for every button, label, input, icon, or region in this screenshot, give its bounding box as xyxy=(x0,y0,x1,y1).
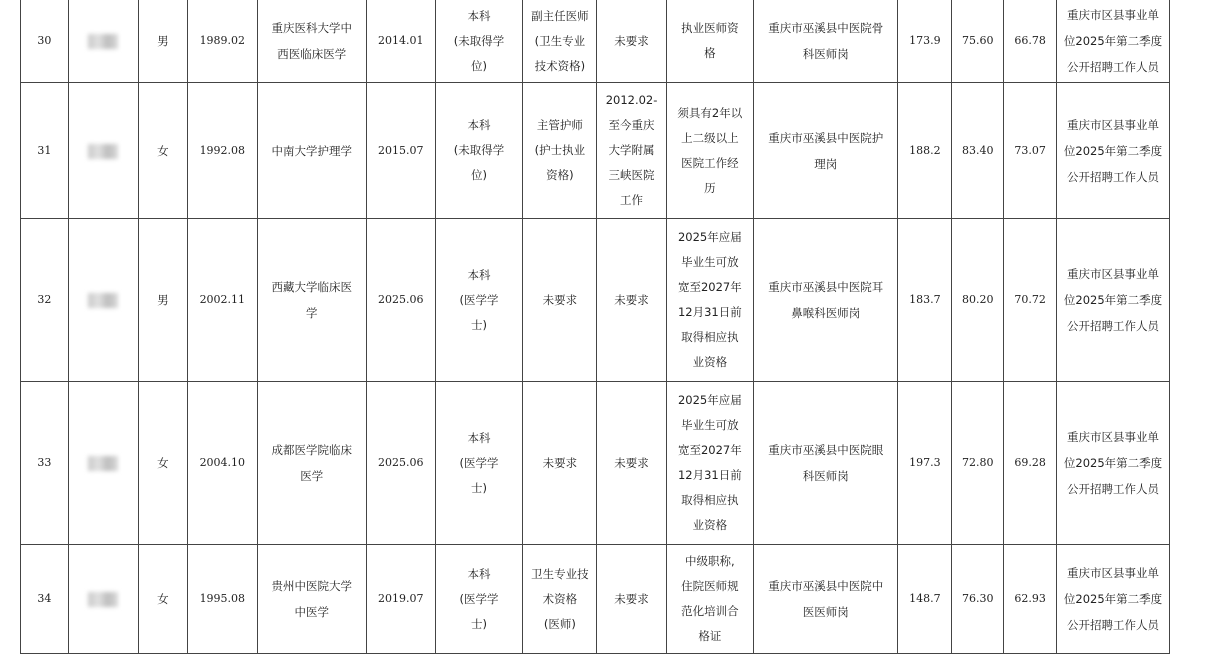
written-score-cell: 173.9 xyxy=(898,0,952,83)
birth-date-cell: 1989.02 xyxy=(187,0,257,83)
position-requirement-cell-line: 执业医师资 xyxy=(681,21,739,35)
position-requirement-cell-line: 2025年应届 xyxy=(677,230,742,244)
degree-cell-line: 本科 xyxy=(467,430,491,445)
professional-title-cell xyxy=(523,545,597,654)
position-requirement-cell xyxy=(666,83,753,219)
professional-title-cell-line: (护士执业 xyxy=(534,143,586,157)
redacted-name xyxy=(88,34,118,49)
redacted-name xyxy=(88,293,118,308)
degree-cell-line: (医学学 xyxy=(459,292,499,307)
row-number-cell: 33 xyxy=(21,382,69,545)
degree-cell-line: 本科 xyxy=(467,118,491,132)
work-experience-cell xyxy=(597,382,666,545)
written-score-cell: 188.2 xyxy=(898,83,952,219)
table-row xyxy=(21,545,1170,654)
school-major-cell: 西藏大学临床医学 xyxy=(257,219,366,382)
professional-title-cell-line: 卫生专业技 xyxy=(531,566,589,581)
birth-date-cell: 1995.08 xyxy=(187,545,257,654)
degree-cell-line: 本科 xyxy=(467,267,491,282)
professional-title-cell xyxy=(523,382,597,545)
interview-score-cell: 83.40 xyxy=(952,83,1004,219)
birth-date-cell: 2002.11 xyxy=(187,219,257,382)
position-requirement-cell-line: 业资格 xyxy=(692,355,728,369)
degree-cell-line: 士) xyxy=(471,480,488,495)
birth-date-cell: 2004.10 xyxy=(187,382,257,545)
position-requirement-cell-line: 须具有2年以 xyxy=(677,105,743,120)
position-requirement-cell-line: 取得相应执 xyxy=(681,330,739,344)
position-requirement-cell-line: 宽至2027年 xyxy=(677,280,742,294)
table-row xyxy=(21,219,1170,382)
written-score-cell: 183.7 xyxy=(898,219,952,382)
degree-cell xyxy=(435,382,522,545)
row-number-cell: 31 xyxy=(21,83,69,219)
recruitment-source-cell: 重庆市区县事业单位2025年第二季度公开招聘工作人员 xyxy=(1057,219,1170,382)
total-score-cell: 62.93 xyxy=(1004,545,1057,654)
position-requirement-cell-line: 12月31日前 xyxy=(677,468,742,482)
gender-cell: 女 xyxy=(138,545,187,654)
graduation-date-cell: 2025.06 xyxy=(366,219,435,382)
work-experience-cell-line: 至今重庆 xyxy=(608,118,655,132)
school-major-cell: 中南大学护理学 xyxy=(257,83,366,219)
degree-cell-line: (未取得学 xyxy=(453,143,505,157)
professional-title-cell-line: 未要求 xyxy=(542,292,578,307)
position-requirement-cell-line: 2025年应届 xyxy=(677,393,742,407)
name-cell xyxy=(68,545,138,654)
name-cell xyxy=(68,0,138,83)
gender-cell: 女 xyxy=(138,382,187,545)
redacted-name xyxy=(88,592,118,607)
gender-cell: 男 xyxy=(138,0,187,83)
position-requirement-cell xyxy=(666,382,753,545)
school-major-cell: 贵州中医院大学中医学 xyxy=(257,545,366,654)
degree-cell-line: 位) xyxy=(471,168,488,182)
professional-title-cell-line: 术资格 xyxy=(542,591,578,606)
professional-title-cell-line: (卫生专业 xyxy=(534,33,586,48)
position-requirement-cell-line: 毕业生可放 xyxy=(681,255,739,269)
position-requirement-cell xyxy=(666,219,753,382)
redacted-name xyxy=(88,144,118,159)
degree-cell xyxy=(435,545,522,654)
degree-cell-line: 位) xyxy=(471,58,488,73)
professional-title-cell-line: 未要求 xyxy=(542,455,578,470)
work-experience-cell-line: 未要求 xyxy=(614,455,649,470)
degree-cell-line: 本科 xyxy=(467,8,491,23)
name-cell xyxy=(68,382,138,545)
graduation-date-cell: 2014.01 xyxy=(366,0,435,83)
professional-title-cell-line: 技术资格) xyxy=(534,58,586,73)
professional-title-cell-line: 副主任医师 xyxy=(531,8,589,23)
degree-cell xyxy=(435,83,522,219)
results-table xyxy=(20,0,1170,654)
total-score-cell: 66.78 xyxy=(1004,0,1057,83)
interview-score-cell: 72.80 xyxy=(952,382,1004,545)
position-requirement-cell-line: 上二级以上 xyxy=(681,130,739,145)
work-experience-cell-line: 未要求 xyxy=(614,33,649,48)
work-experience-cell xyxy=(597,83,666,219)
row-number-cell: 34 xyxy=(21,545,69,654)
recruitment-source-cell: 重庆市区县事业单位2025年第二季度公开招聘工作人员 xyxy=(1057,382,1170,545)
professional-title-cell xyxy=(523,219,597,382)
total-score-cell: 70.72 xyxy=(1004,219,1057,382)
birth-date-cell: 1992.08 xyxy=(187,83,257,219)
work-experience-cell-line: 大学附属 xyxy=(608,143,655,157)
work-experience-cell-line: 三峡医院 xyxy=(608,168,655,182)
school-major-cell: 成都医学院临床医学 xyxy=(257,382,366,545)
professional-title-cell-line: 主管护师 xyxy=(536,118,583,132)
work-experience-cell xyxy=(597,0,666,83)
position-requirement-cell-line: 范化培训合 xyxy=(681,604,739,618)
row-number-cell: 30 xyxy=(21,0,69,83)
table-row xyxy=(21,83,1170,219)
position-requirement-cell xyxy=(666,0,753,83)
work-experience-cell-line: 工作 xyxy=(620,193,644,207)
name-cell xyxy=(68,83,138,219)
degree-cell-line: 士) xyxy=(471,317,488,332)
graduation-date-cell: 2025.06 xyxy=(366,382,435,545)
position-cell: 重庆市巫溪县中医院骨科医师岗 xyxy=(754,0,898,83)
position-cell: 重庆市巫溪县中医院中医医师岗 xyxy=(754,545,898,654)
professional-title-cell-line: 资格) xyxy=(546,168,574,182)
total-score-cell: 73.07 xyxy=(1004,83,1057,219)
work-experience-cell-line: 未要求 xyxy=(614,591,649,606)
work-experience-cell-line: 2012.02- xyxy=(605,93,658,107)
interview-score-cell: 80.20 xyxy=(952,219,1004,382)
degree-cell xyxy=(435,219,522,382)
position-requirement-cell xyxy=(666,545,753,654)
interview-score-cell: 76.30 xyxy=(952,545,1004,654)
work-experience-cell xyxy=(597,545,666,654)
position-requirement-cell-line: 宽至2027年 xyxy=(677,443,742,457)
degree-cell-line: (医学学 xyxy=(459,455,499,470)
professional-title-cell xyxy=(523,0,597,83)
degree-cell xyxy=(435,0,522,83)
degree-cell-line: 士) xyxy=(471,616,488,631)
position-requirement-cell-line: 12月31日前 xyxy=(677,305,742,319)
name-cell xyxy=(68,219,138,382)
written-score-cell: 197.3 xyxy=(898,382,952,545)
row-number-cell: 32 xyxy=(21,219,69,382)
position-cell: 重庆市巫溪县中医院护理岗 xyxy=(754,83,898,219)
graduation-date-cell: 2015.07 xyxy=(366,83,435,219)
written-score-cell: 148.7 xyxy=(898,545,952,654)
professional-title-cell xyxy=(523,83,597,219)
interview-score-cell: 75.60 xyxy=(952,0,1004,83)
work-experience-cell-line: 未要求 xyxy=(614,292,649,307)
position-cell: 重庆市巫溪县中医院耳鼻喉科医师岗 xyxy=(754,219,898,382)
position-requirement-cell-line: 业资格 xyxy=(692,518,728,532)
recruitment-source-cell: 重庆市区县事业单位2025年第二季度公开招聘工作人员 xyxy=(1057,83,1170,219)
position-requirement-cell-line: 医院工作经 xyxy=(681,155,739,170)
position-requirement-cell-line: 历 xyxy=(704,180,716,195)
table-row xyxy=(21,0,1170,83)
position-requirement-cell-line: 住院医师规 xyxy=(681,579,739,593)
position-requirement-cell-line: 中级职称, xyxy=(685,554,735,568)
degree-cell-line: (未取得学 xyxy=(453,33,505,48)
position-cell: 重庆市巫溪县中医院眼科医师岗 xyxy=(754,382,898,545)
table-row xyxy=(21,382,1170,545)
position-requirement-cell-line: 格 xyxy=(704,46,716,60)
position-requirement-cell-line: 取得相应执 xyxy=(681,493,739,507)
gender-cell: 男 xyxy=(138,219,187,382)
recruitment-source-cell: 重庆市区县事业单位2025年第二季度公开招聘工作人员 xyxy=(1057,0,1170,83)
table-body xyxy=(21,0,1170,654)
degree-cell-line: (医学学 xyxy=(459,591,499,606)
work-experience-cell xyxy=(597,219,666,382)
gender-cell: 女 xyxy=(138,83,187,219)
graduation-date-cell: 2019.07 xyxy=(366,545,435,654)
redacted-name xyxy=(88,456,118,471)
school-major-cell: 重庆医科大学中西医临床医学 xyxy=(257,0,366,83)
professional-title-cell-line: (医师) xyxy=(543,616,576,631)
degree-cell-line: 本科 xyxy=(467,566,491,581)
position-requirement-cell-line: 毕业生可放 xyxy=(681,418,739,432)
position-requirement-cell-line: 格证 xyxy=(698,629,722,643)
recruitment-source-cell: 重庆市区县事业单位2025年第二季度公开招聘工作人员 xyxy=(1057,545,1170,654)
total-score-cell: 69.28 xyxy=(1004,382,1057,545)
